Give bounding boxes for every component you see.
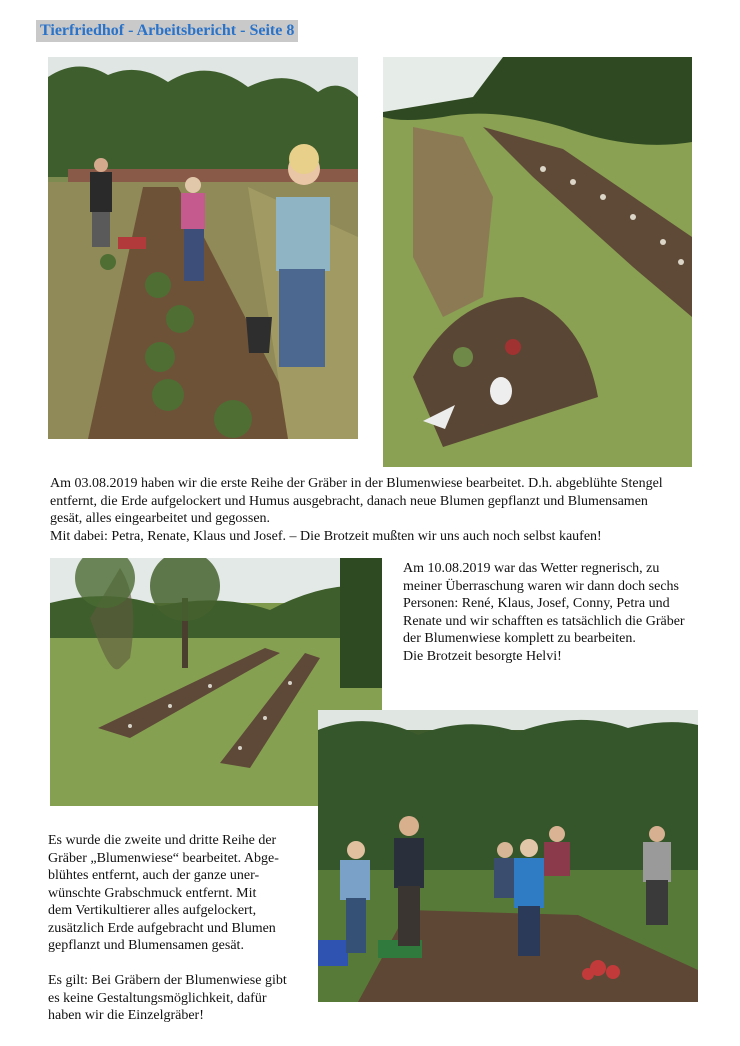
report-text-second-third-row <box>48 832 303 1025</box>
text-line: wünschte Grabschmuck entfernt. Mit <box>48 885 257 901</box>
page-title: Tierfriedhof - Arbeitsbericht - Seite 8 <box>36 20 298 42</box>
text-line: Es wurde die zweite und dritte Reihe der <box>48 833 277 848</box>
text-line: Am 10.08.2019 war das Wetter regnerisch, zu <box>403 561 660 576</box>
text-line: haben wir die Einzelgräber! <box>48 1008 204 1023</box>
text-line: der Blumenwiese komplett zu bearbeiten. <box>403 631 636 646</box>
text-line: Mit dabei: Petra, Renate, Klaus und Josef. – Die Brotzeit mußten wir uns auch noch selbst kaufen! <box>50 528 602 544</box>
text-line: Personen: René, Klaus, Josef, Conny, Petra und <box>403 596 670 611</box>
photo-grave-row-stones <box>383 57 692 467</box>
paragraph-spacer <box>48 955 303 973</box>
report-text-rainy-day <box>403 560 713 665</box>
text-line: Die Brotzeit besorgte Helvi! <box>403 648 562 664</box>
text-line: gesät, alles eingearbeitet und gegossen. <box>50 511 271 526</box>
report-text-first-row <box>50 475 710 545</box>
text-line: dem Vertikultierer alles aufgelockert, <box>48 903 257 918</box>
photo-volunteer-group <box>318 710 698 1002</box>
text-line: Es gilt: Bei Gräbern der Blumenwiese gibt <box>48 973 287 988</box>
text-line: blühtes entfernt, auch der ganze uner- <box>48 868 260 883</box>
text-line: entfernt, die Erde aufgelockert und Humus ausgebracht, danach neue Blumen gepflanzt und Blumensamen <box>50 493 648 509</box>
text-line: gepflanzt und Blumensamen gesät. <box>48 938 244 953</box>
text-line: Renate und wir schafften es tatsächlich die Gräber <box>403 613 685 629</box>
text-line: meiner Überraschung waren wir dann doch sechs <box>403 578 680 594</box>
text-line: zusätzlich Erde aufgebracht und Blumen <box>48 920 276 936</box>
photo-workers-first-row <box>48 57 358 439</box>
text-line: es keine Gestaltungsmöglichkeit, dafür <box>48 990 267 1006</box>
text-line: Am 03.08.2019 haben wir die erste Reihe der Gräber in der Blumenwiese bearbeitet. D.h. abgeblühte Stengel <box>50 476 663 491</box>
text-line: Gräber „Blumenwiese“ bearbeitet. Abge- <box>48 850 279 866</box>
